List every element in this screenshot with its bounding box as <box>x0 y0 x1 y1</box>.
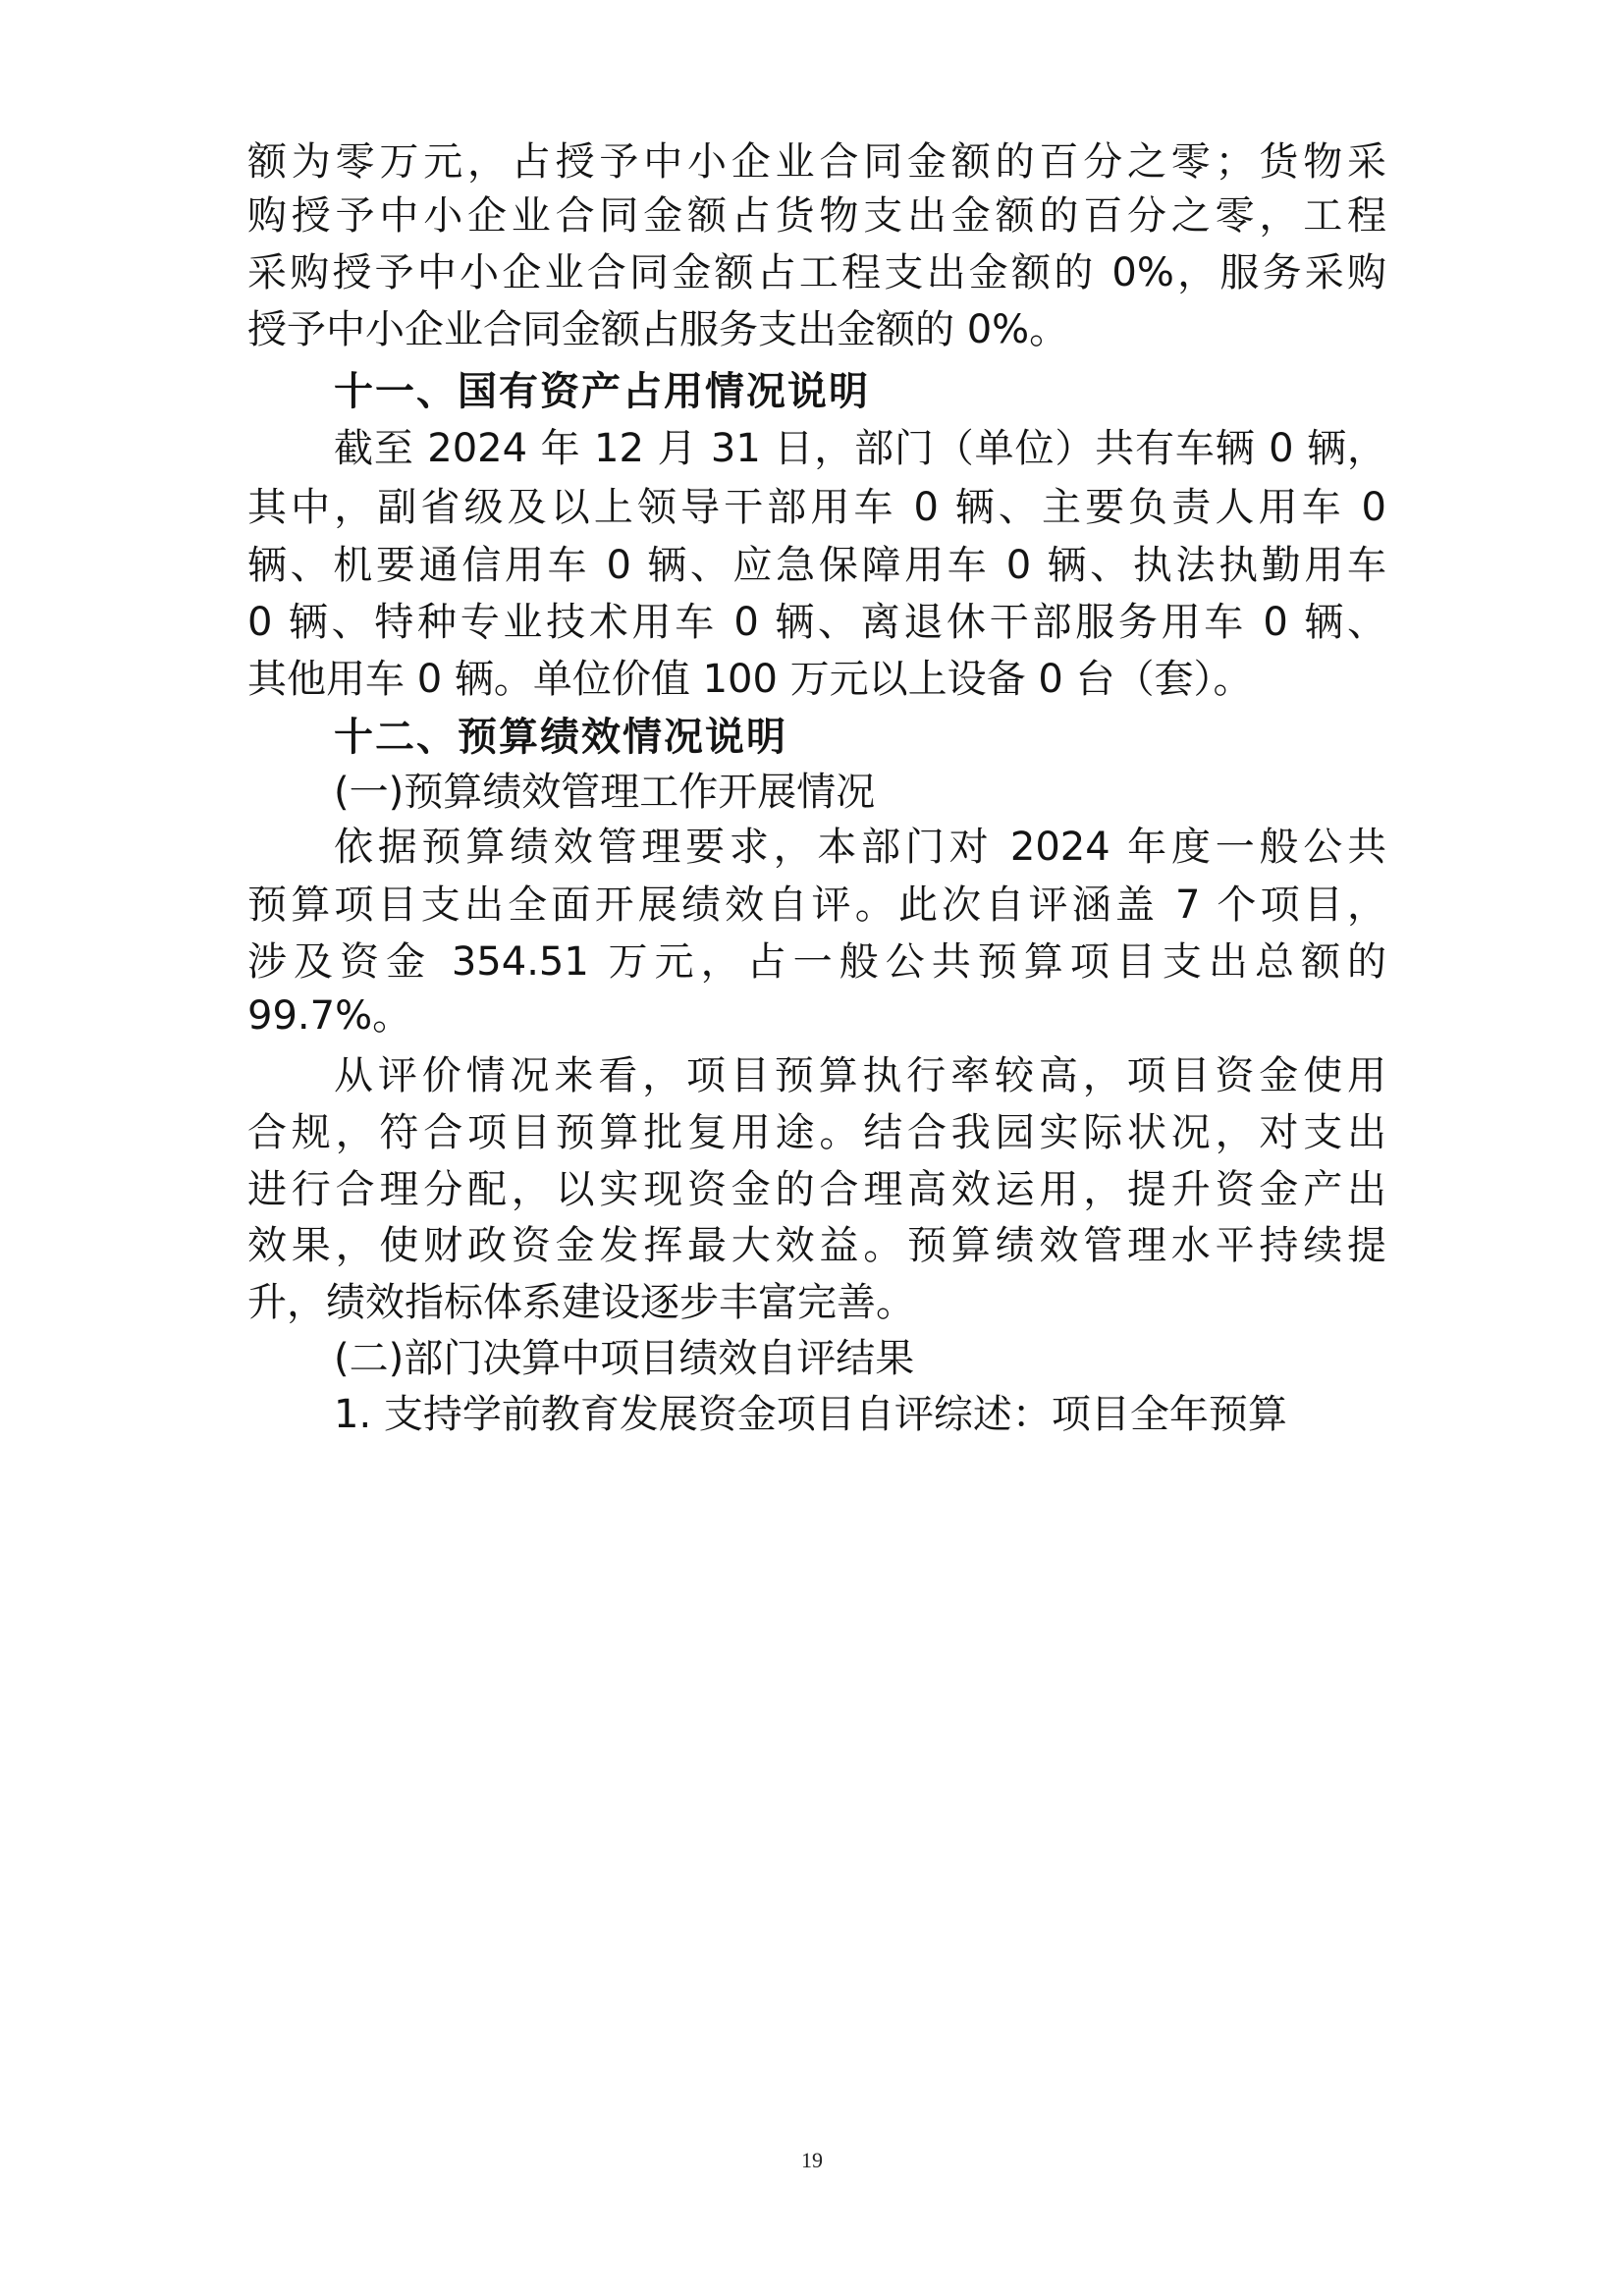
paragraph-line: 0 辆、特种专业技术用车 0 辆、离退休干部服务用车 0 辆、 <box>247 600 1386 645</box>
paragraph-line: 合规，符合项目预算批复用途。结合我园实际状况，对支出 <box>247 1110 1386 1155</box>
paragraph-line: 效果，使财政资金发挥最大效益。预算绩效管理水平持续提 <box>247 1223 1386 1268</box>
list-item-1: 1. 支持学前教育发展资金项目自评综述：项目全年预算 <box>334 1392 1287 1437</box>
paragraph-line: 辆、机要通信用车 0 辆、应急保障用车 0 辆、执法执勤用车 <box>247 543 1386 588</box>
paragraph-line: 授予中小企业合同金额占服务支出金额的 0%。 <box>247 307 1069 352</box>
paragraph-line: 99.7%。 <box>247 993 412 1039</box>
subsection-title-2: (二)部门决算中项目绩效自评结果 <box>334 1336 915 1381</box>
paragraph-line: 购授予中小企业合同金额占货物支出金额的百分之零，工程 <box>247 193 1386 239</box>
section-heading-12: 十二、预算绩效情况说明 <box>334 715 787 760</box>
paragraph-line: 涉及资金 354.51 万元，占一般公共预算项目支出总额的 <box>247 939 1386 985</box>
paragraph-line: 依据预算绩效管理要求，本部门对 2024 年度一般公共 <box>334 825 1386 870</box>
paragraph-line: 预算项目支出全面开展绩效自评。此次自评涵盖 7 个项目， <box>247 882 1386 928</box>
subsection-title-1: (一)预算绩效管理工作开展情况 <box>334 770 876 815</box>
paragraph-line: 升，绩效指标体系建设逐步丰富完善。 <box>247 1280 915 1325</box>
page-number: 19 <box>801 2148 823 2172</box>
paragraph-line: 其他用车 0 辆。单位价值 100 万元以上设备 0 台（套）。 <box>247 657 1253 702</box>
paragraph-line: 进行合理分配，以实现资金的合理高效运用，提升资金产出 <box>247 1167 1386 1212</box>
paragraph-line: 采购授予中小企业合同金额占工程支出金额的 0%，服务采购 <box>247 250 1386 295</box>
paragraph-line: 额为零万元，占授予中小企业合同金额的百分之零；货物采 <box>247 139 1386 185</box>
section-heading-11: 十一、国有资产占用情况说明 <box>334 369 870 414</box>
paragraph-line: 从评价情况来看，项目预算执行率较高，项目资金使用 <box>334 1053 1386 1098</box>
paragraph-line: 其中，副省级及以上领导干部用车 0 辆、主要负责人用车 0 <box>247 485 1386 530</box>
paragraph-line: 截至 2024 年 12 月 31 日，部门（单位）共有车辆 0 辆， <box>334 426 1386 471</box>
